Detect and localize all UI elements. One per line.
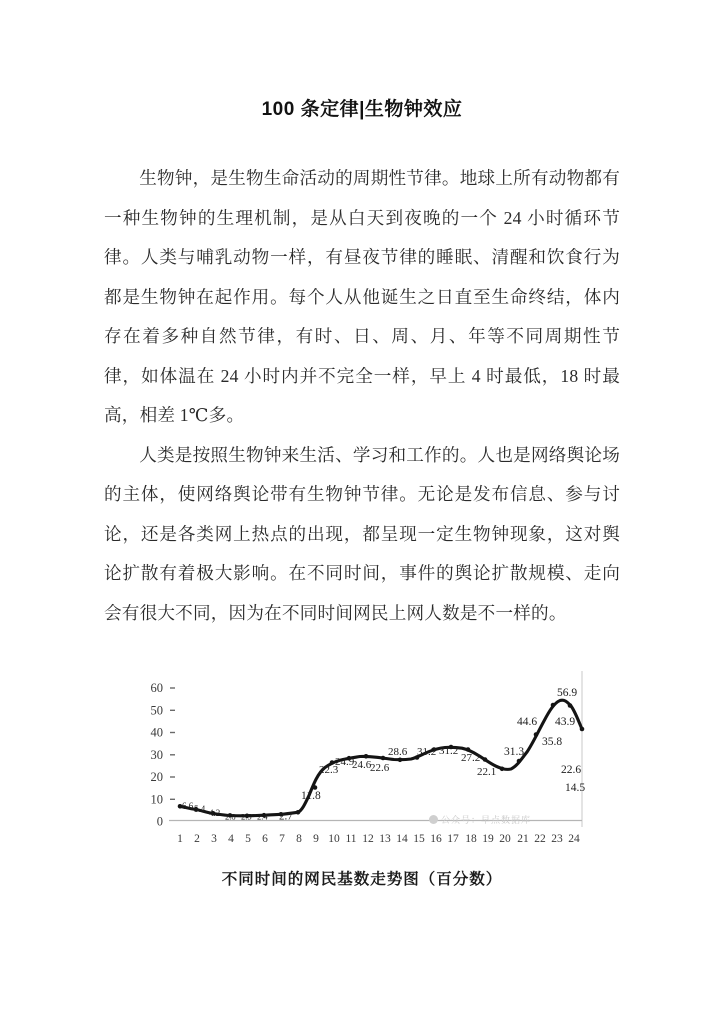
paragraph-2: 人类是按照生物钟来生活、学习和工作的。人也是网络舆论场的主体，使网络舆论带有生物钟节律。无论是发布信息、参与讨论，还是各类网上热点的出现，都呈现一定生物钟现象，这对舆论扩散有着极大影响。在不同时间，事件的舆论扩散规模、走向会有很大不同，因为在不同时间网民上网人数是不一样的。 [104, 444, 620, 623]
x-tick-19: 19 [482, 833, 494, 845]
data-label-13: 28.6 [388, 746, 408, 758]
data-label-14: 31.2 [417, 746, 437, 758]
x-tick-10: 10 [328, 833, 340, 845]
data-label-5: 2.5 [241, 811, 252, 822]
y-tick-10: 10 [150, 792, 163, 807]
x-tick-24: 24 [568, 833, 580, 845]
x-axis [177, 833, 580, 845]
data-label-18: 31.3 [504, 746, 525, 758]
x-tick-7: 7 [279, 833, 285, 845]
x-tick-16: 16 [430, 833, 442, 845]
data-label-9: 22.3 [319, 764, 339, 776]
data-label-6: 2.4 [257, 811, 268, 822]
figure-container [127, 633, 597, 889]
data-label-23: 22.6 [561, 764, 582, 776]
y-tick-40: 40 [150, 725, 163, 740]
x-tick-12: 12 [362, 833, 374, 845]
x-tick-4: 4 [228, 833, 234, 845]
x-tick-3: 3 [211, 833, 217, 845]
data-label-21: 43.9 [555, 716, 576, 728]
x-tick-23: 23 [551, 833, 563, 845]
x-tick-21: 21 [517, 833, 529, 845]
y-tick-30: 30 [150, 747, 163, 762]
line-chart [127, 663, 597, 853]
x-tick-11: 11 [345, 833, 357, 845]
watermark-text: 公众号：早点数据库 [441, 815, 532, 825]
document-body [104, 121, 620, 633]
x-tick-20: 20 [499, 833, 511, 845]
data-label-24: 14.5 [565, 782, 586, 794]
data-label-3: 4.2 [209, 808, 221, 818]
x-tick-22: 22 [534, 833, 546, 845]
data-label-12: 22.6 [370, 762, 390, 774]
data-label-1: 6.6 [182, 801, 194, 811]
data-label-17: 22.1 [477, 766, 497, 778]
x-tick-9: 9 [313, 833, 319, 845]
y-tick-60: 60 [150, 681, 163, 695]
data-label-8: 11.8 [301, 790, 321, 802]
x-tick-8: 8 [296, 833, 302, 845]
x-tick-15: 15 [413, 833, 425, 845]
figure-caption: 不同时间的网民基数走势图（百分数） [221, 871, 503, 888]
data-label-11: 24.6 [352, 759, 372, 771]
paragraph-1: 生物钟，是生物生命活动的周期性节律。地球上所有动物都有一种生物钟的生理机制，是从白天到夜晚的一个 24 小时循环节律。人类与哺乳动物一样，有昼夜节律的睡眠、清醒和饮食行为都是生物钟在起作用。每个人从他诞生之日直至生命终结，体内存在着多种自然节律，有时、日、周、月、年等不同周期性节律，如体温在 24 小时内并不完全一样，早上 4 时最低，18 时最高，相差 1℃多。 [104, 168, 620, 425]
data-label-19: 44.6 [517, 716, 538, 728]
x-tick-13: 13 [379, 833, 391, 845]
data-label-10: 24.9 [335, 756, 355, 768]
data-label-20: 56.9 [557, 687, 578, 699]
data-label-4: 2.8 [225, 811, 236, 822]
x-tick-1: 1 [177, 833, 183, 845]
y-tick-0: 0 [156, 814, 163, 829]
chart-svg [127, 663, 597, 853]
x-tick-6: 6 [262, 833, 268, 845]
y-axis [151, 681, 176, 829]
data-label-22: 35.8 [542, 736, 563, 748]
data-label-7: 2.7 [279, 810, 293, 823]
y-tick-20: 20 [150, 770, 163, 784]
data-label-16: 27.2 [461, 752, 481, 764]
x-tick-5: 5 [245, 833, 251, 845]
x-tick-17: 17 [447, 833, 459, 845]
page-title: 100 条定律|生物钟效应 [261, 99, 463, 120]
x-tick-2: 2 [194, 833, 200, 845]
x-tick-18: 18 [465, 833, 477, 845]
y-tick-50: 50 [150, 703, 163, 718]
data-label-15: 31.2 [439, 745, 459, 757]
x-tick-14: 14 [396, 833, 408, 845]
data-label-2: 5.4 [194, 804, 206, 814]
